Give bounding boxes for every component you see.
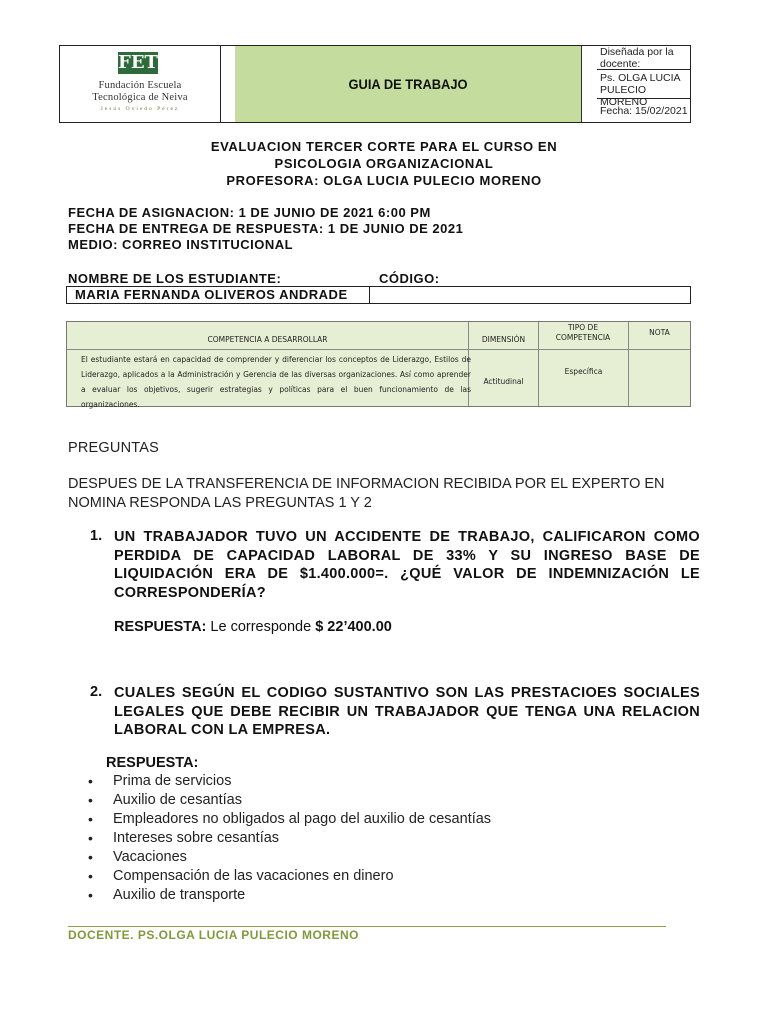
- list-item: • Empleadores no obligados al pago del auxilio de cesantías: [88, 810, 491, 829]
- header-grade: NOTA: [649, 328, 670, 337]
- course-name: PSICOLOGIA ORGANIZACIONAL: [274, 156, 494, 171]
- institution-logo: [60, 46, 221, 122]
- question-1-text: UN TRABAJADOR TUVO UN ACCIDENTE DE TRABAJO, CALIFICARON COMO PERDIDA DE CAPACIDAD LABORAL DE 33% Y SU INGRESO BASE DE LIQUIDACIÓN ERA DE $1.400.000=. ¿QUÉ VALOR DE INDEMNIZACIÓN LE CORRESPONDERÍA?: [114, 529, 700, 601]
- answer-text: Le corresponde: [206, 619, 316, 635]
- student-box-divider: [369, 287, 370, 303]
- submission-medium: MEDIO: CORREO INSTITUCIONAL: [68, 237, 294, 252]
- due-date: FECHA DE ENTREGA DE RESPUESTA: 1 DE JUNIO DE 2021: [68, 221, 464, 236]
- student-name-label: NOMBRE DE LOS ESTUDIANTE:: [68, 271, 282, 286]
- designed-by-label: Diseñada por la docente:: [597, 46, 691, 70]
- table-divider: [538, 322, 539, 406]
- list-item: • Auxilio de cesantías: [88, 791, 491, 810]
- logo-line-3: Jesús Oviedo Pérez: [100, 106, 180, 112]
- questions-intro: DESPUES DE LA TRANSFERENCIA DE INFORMACION RECIBIDA POR EL EXPERTO EN NOMINA RESPONDA LAS PREGUNTAS 1 Y 2: [68, 476, 665, 511]
- assignment-date: FECHA DE ASIGNACION: 1 DE JUNIO DE 2021 6:00 PM: [68, 205, 431, 220]
- answer-label: RESPUESTA:: [114, 619, 207, 635]
- logo-line-1: Fundación Escuela: [98, 80, 182, 91]
- professor-name: PROFESORA: OLGA LUCIA PULECIO MORENO: [226, 173, 542, 188]
- list-item: • Auxilio de transporte: [88, 886, 491, 905]
- header-competency: COMPETENCIA A DESARROLLAR: [207, 335, 328, 344]
- question-2-answer-label: RESPUESTA:: [106, 755, 199, 771]
- type-value: Específica: [564, 367, 603, 376]
- student-code-label: CÓDIGO:: [379, 271, 440, 286]
- evaluation-title: EVALUACION TERCER CORTE PARA EL CURSO EN: [210, 139, 558, 154]
- list-item: • Vacaciones: [88, 848, 491, 867]
- competency-description: El estudiante estará en capacidad de comprender y diferenciar los conceptos de Liderazgo, Estilos de Liderazgo, aplicados a la Administración y Gerencia de las diversas organizaciones. Así como aprender a evaluar los objetivos, sugerir estrategias y políticas para el buen funcionamiento de las organizaciones.: [81, 355, 471, 409]
- table-header-divider: [67, 349, 690, 350]
- questions-title: PREGUNTAS: [68, 440, 159, 456]
- benefits-list: [88, 772, 491, 905]
- answer-value: $ 22’400.00: [315, 619, 392, 635]
- logo-mark: FET: [118, 52, 158, 73]
- header-type: TIPO DE COMPETENCIA: [555, 323, 611, 342]
- footer-teacher: DOCENTE. PS.OLGA LUCIA PULECIO MORENO: [68, 928, 359, 942]
- header-dimension: DIMENSIÓN: [481, 335, 526, 344]
- list-item: • Compensación de las vacaciones en dinero: [88, 867, 491, 886]
- guide-date: Fecha: 15/02/2021: [600, 104, 688, 117]
- list-item: • Intereses sobre cesantías: [88, 829, 491, 848]
- question-1-number: 1.: [90, 528, 103, 544]
- footer-divider: [68, 926, 666, 927]
- list-item: • Prima de servicios: [88, 772, 491, 791]
- document-title: GUIA DE TRABAJO: [235, 46, 582, 122]
- question-1-answer: [114, 619, 392, 635]
- dimension-value: Actitudinal: [483, 377, 524, 386]
- header-table: [59, 45, 691, 123]
- question-2-number: 2.: [90, 684, 103, 700]
- student-name: MARIA FERNANDA OLIVEROS ANDRADE: [75, 287, 348, 302]
- question-2-text: CUALES SEGÚN EL CODIGO SUSTANTIVO SON LAS PRESTACIOES SOCIALES LEGALES QUE DEBE RECIBIR UN TRABAJADOR QUE TENGA UNA RELACION LABORAL CON LA EMPRESA.: [114, 685, 700, 738]
- teacher-name: Ps. OLGA LUCIA PULECIO MORENO: [597, 70, 691, 99]
- student-info-box: [66, 286, 691, 304]
- competency-table: [66, 321, 691, 407]
- logo-line-2: Tecnológica de Neiva: [92, 92, 188, 103]
